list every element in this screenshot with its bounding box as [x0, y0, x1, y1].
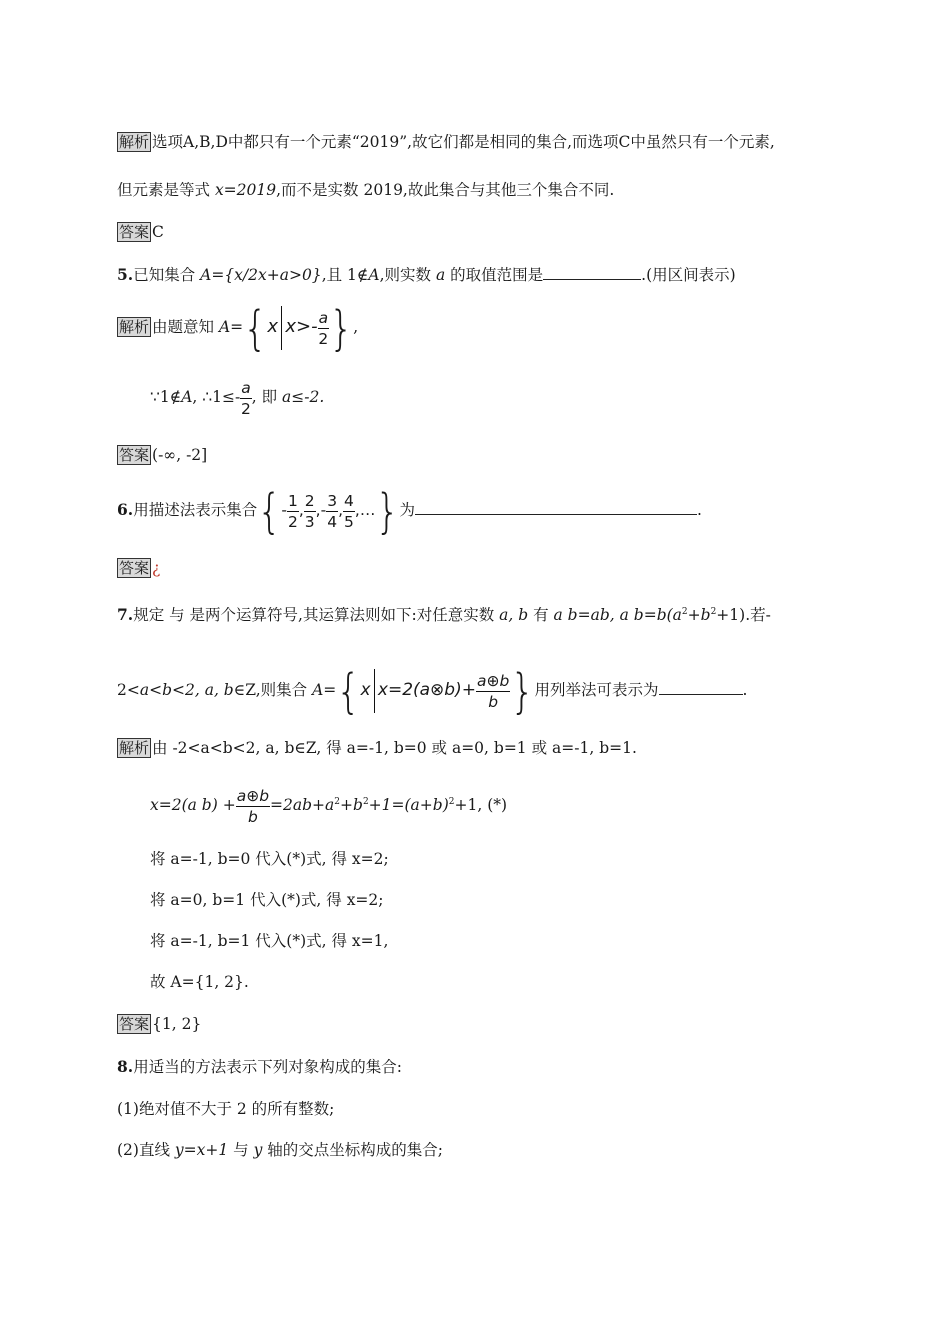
p7-text-b: 有 — [528, 606, 554, 624]
frac-numerator: 3 — [327, 491, 338, 510]
p6-answer-blank[interactable] — [415, 499, 697, 515]
p7-set-expr: x=2(a⊗b)+ — [377, 680, 476, 700]
p5-analysis-line1 — [117, 300, 359, 356]
frac-denominator: 4 — [327, 512, 338, 531]
p7-calc-b: =2ab+a — [270, 796, 335, 814]
p4-answer — [117, 221, 164, 243]
p5-analysis-text: 由题意知 — [152, 318, 219, 336]
p7-ops: a b=ab, a b=b(a — [553, 606, 682, 624]
frac-numerator: a⊕b — [476, 671, 510, 690]
p7-ab: a, b — [499, 606, 529, 624]
frac-denominator: 2 — [241, 399, 251, 418]
p5-step-fraction — [240, 378, 252, 419]
p4-answer-value: C — [152, 223, 164, 241]
frac-numerator: 4 — [344, 491, 354, 510]
p7-line2-a: 2< — [117, 681, 140, 699]
p7-calc-fraction — [236, 786, 270, 827]
p5-step — [150, 375, 324, 419]
p4-text-b: x=2019 — [214, 181, 277, 199]
p7-set-var: x — [360, 680, 371, 700]
p5-analysis-tail: , — [353, 318, 359, 336]
p7-answer — [117, 1013, 201, 1035]
p7-fraction — [476, 671, 510, 712]
p8-text: 用适当的方法表示下列对象构成的集合: — [133, 1058, 402, 1076]
p4-text-c: ,而不是实数 2019,故此集合与其他三个集合不同. — [276, 181, 615, 199]
p8-number: 8. — [117, 1057, 134, 1076]
right-brace-icon: } — [329, 300, 354, 356]
p5-set-var: x — [267, 316, 278, 337]
p6-text-a: 用描述法表示集合 — [133, 501, 258, 519]
p5-step-A: A — [181, 388, 193, 406]
p4-text-a: 但元素是等式 — [117, 181, 215, 199]
frac-numerator: a⊕b — [236, 786, 270, 805]
analysis-tag: 解析 — [119, 318, 150, 336]
set-bar-divider — [281, 306, 282, 350]
p7-line2-b: a<b<2, a, b — [139, 681, 234, 699]
p8-item2 — [117, 1139, 443, 1161]
p5-set: A={x/2x+a>0} — [200, 266, 322, 284]
p5-answer-value: (-∞, -2] — [152, 446, 208, 464]
frac-numerator: 2 — [304, 491, 315, 510]
p5-set-condition: x>- — [285, 316, 318, 337]
p7-ops2: +b — [687, 606, 711, 624]
p8-item1: (1)绝对值不大于 2 的所有整数; — [117, 1100, 335, 1118]
p5-step-b: , ∴1≤- — [192, 388, 241, 406]
p7-line2-c: ∈Z,则集合 — [233, 681, 313, 699]
p5-A: A — [368, 266, 380, 284]
p5-question — [117, 264, 736, 286]
set-bar-divider — [374, 669, 375, 713]
frac-denominator: b — [247, 807, 258, 826]
p7-answer-value: {1, 2} — [152, 1015, 202, 1033]
p6-ellipsis: ,… — [354, 501, 376, 519]
p5-text-b: ,且 1∉ — [321, 266, 369, 284]
p6-text-c: . — [697, 501, 702, 519]
left-brace-icon: { — [336, 663, 361, 719]
answer-tag: 答案 — [119, 1015, 150, 1033]
p7-conclusion: 故 A={1, 2}. — [150, 973, 249, 991]
frac-denominator: 2 — [318, 329, 329, 348]
frac-numerator: a — [318, 308, 329, 327]
p7-calc-a: x=2(a b) + — [150, 796, 236, 814]
frac-denominator: 3 — [304, 512, 315, 531]
p5-number: 5. — [117, 265, 134, 284]
p6-answer-value: ¿ — [152, 559, 161, 577]
p7-question-line2 — [117, 663, 748, 719]
p7-A: A= — [312, 681, 337, 699]
p6-frac-4 — [343, 491, 355, 532]
p7-sub3: 将 a=-1, b=1 代入(*)式, 得 x=1, — [150, 932, 389, 950]
p8-item2-a: (2)直线 — [117, 1141, 175, 1159]
answer-tag: 答案 — [119, 446, 150, 464]
p6-frac-2 — [304, 491, 316, 532]
p6-frac-3 — [326, 491, 338, 532]
p7-analysis — [117, 737, 637, 759]
p8-question — [117, 1056, 402, 1078]
right-brace-icon: } — [510, 663, 535, 719]
p7-sub2: 将 a=0, b=1 代入(*)式, 得 x=2; — [150, 891, 384, 909]
p8-item2-e: 轴的交点坐标构成的集合; — [262, 1141, 444, 1159]
answer-tag: 答案 — [119, 559, 150, 577]
frac-denominator: 5 — [344, 512, 354, 531]
left-brace-icon: { — [257, 483, 282, 539]
p7-calc-e: +1, (*) — [454, 796, 508, 814]
p5-step-d: a≤-2. — [282, 388, 325, 406]
p4-analysis-line1 — [117, 131, 775, 153]
p7-analysis-text: 由 -2<a<b<2, a, b∈Z, 得 a=-1, b=0 或 a=0, b=1 或 a=-1, b=1. — [152, 739, 637, 757]
p5-text-e: .(用区间表示) — [641, 266, 736, 284]
p7-calc-c: +b — [340, 796, 363, 814]
p7-ops3: +1).若- — [716, 606, 771, 624]
p7-question-line1: 7.规定 与 是两个运算符号,其运算法则如下:对任意实数 a, b 有 a b=ab, a $b=b(a^2+b^2+1)$.若- — [117, 605, 771, 624]
right-brace-icon: } — [375, 483, 400, 539]
p4-analysis-line2 — [117, 179, 614, 201]
p7-line2-d: 用列举法可表示为 — [534, 681, 659, 699]
p7-sub1: 将 a=-1, b=0 代入(*)式, 得 x=2; — [150, 850, 389, 868]
p8-item2-c: 与 — [228, 1141, 254, 1159]
p8-item2-b: y=x+1 — [174, 1141, 229, 1159]
answer-tag: 答案 — [119, 223, 150, 241]
p4-analysis-text: 选项A,B,D中都只有一个元素“2019”,故它们都是相同的集合,而选项C中虽然只有一个元素, — [152, 133, 775, 151]
frac-denominator: b — [488, 692, 499, 711]
p7-line2-e: . — [742, 681, 748, 699]
p5-analysis-set: A= — [218, 318, 244, 336]
p7-calc: x=2(a b) + $\frac{a\oplus b}{b}$ $=2ab+a^2+b^2+1=(a+b)^2+1$, (*) — [150, 786, 508, 826]
p6-number: 6. — [117, 500, 134, 519]
p5-text-d: 的取值范围是 — [445, 266, 544, 284]
p5-step-c: , 即 — [251, 388, 282, 406]
p5-answer — [117, 444, 207, 466]
p7-answer-blank[interactable] — [659, 679, 743, 695]
p5-step-a: ∵1∉ — [150, 388, 182, 406]
analysis-tag: 解析 — [119, 739, 150, 757]
frac-numerator: a — [241, 378, 251, 397]
frac-denominator: 2 — [287, 512, 298, 531]
p5-var: a — [435, 266, 446, 284]
p6-answer — [117, 557, 160, 579]
p6-text-b: 为 — [399, 501, 416, 519]
p5-answer-blank[interactable] — [543, 264, 641, 280]
left-brace-icon: { — [243, 300, 268, 356]
p5-fraction — [318, 308, 330, 349]
p7-text-a: 规定 与 是两个运算符号,其运算法则如下:对任意实数 — [133, 606, 500, 624]
analysis-tag: 解析 — [119, 133, 150, 151]
p6-question: 6.用描述法表示集合{- $\frac{1}{2}$ , $\frac{2}{3}$ ,- $\frac{3}{4}$ , $\frac{4}{5}$ ,…}为 . — [117, 483, 702, 539]
p7-calc-d: +1=(a+b) — [368, 796, 449, 814]
p7-number: 7. — [117, 605, 134, 624]
p8-item2-d: y — [253, 1141, 263, 1159]
p5-text-a: 已知集合 — [133, 266, 201, 284]
frac-numerator: 1 — [287, 491, 298, 510]
p6-frac-1 — [287, 491, 299, 532]
p5-text-c: ,则实数 — [379, 266, 436, 284]
